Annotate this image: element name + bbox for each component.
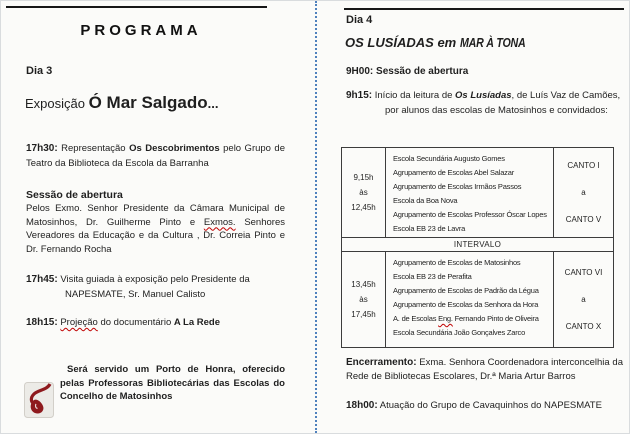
event-9h15-text-2: , de Luís Vaz de Camões, (511, 90, 621, 101)
lusiadas-title-part-2: MAR À TONA (459, 35, 526, 50)
opening-session-text-1: Pelos Exmo. Senhor Presidente da Câmara Municipal de Matosinhos, Dr. Guilherme Pinto e (26, 203, 285, 228)
closing-label: Encerramento: (346, 357, 417, 368)
canto-range-end: CANTO X (565, 322, 602, 331)
closing-text: Exma. Senhora Coordenadora interconcelhia da Rede de Bibliotecas Escolares, Dr.ª Maria Artur Barros (346, 357, 623, 382)
canto-range-start: CANTO VI (564, 268, 603, 277)
event-18h00-text: Atuação do Grupo de Cavaquinhos do NAPESMATE (377, 400, 602, 411)
school-item: Agrupamento de Escolas de Matosinhos (393, 258, 521, 267)
event-18h15 (26, 315, 220, 330)
event-17h30 (26, 141, 285, 171)
school-item: Escola Secundária João Gonçalves Zarco (393, 328, 526, 337)
school-item: Agrupamento de Escolas Irmãos Passos (393, 182, 522, 191)
session-2-canto-cell (554, 252, 613, 347)
session-2-time-cell (342, 252, 386, 347)
canto-range-start: CANTO I (567, 161, 600, 170)
lusiadas-title-part-1: OS LUSÍADAS em (345, 35, 460, 50)
day-3-label: Dia 3 (26, 65, 53, 77)
event-9h15-work-title: Os Lusíadas (455, 90, 512, 101)
opening-session-misspelled-word: Exmos. (203, 216, 236, 228)
session-2-time-to: às (359, 295, 368, 304)
event-9h15 (346, 88, 624, 118)
left-page-top-rule (6, 6, 267, 8)
event-18h00 (346, 398, 602, 413)
exposition-title (25, 93, 218, 113)
event-9h15-time: 9h15: (346, 90, 373, 101)
session-1-time-end: 12,45h (351, 203, 376, 212)
event-18h00-time: 18h00: (346, 400, 378, 411)
event-9h00 (346, 66, 468, 77)
event-17h45-line-2: NAPESMATE, Sr. Manuel Calisto (65, 289, 206, 300)
school-eng-misspelled: Eng. (438, 314, 453, 323)
exposition-name: Ó Mar Salgado (88, 93, 208, 112)
session-1-canto-cell (554, 148, 613, 238)
opening-session-heading: Sessão de abertura (26, 189, 123, 201)
school-item: Agrupamento de Escolas da Senhora da Hora (393, 300, 539, 309)
school-item: Escola da Boa Nova (393, 196, 458, 205)
event-18h15-time: 18h15: (26, 317, 58, 328)
school-eng-prefix: A. de Escolas (393, 314, 439, 323)
school-item: Escola EB 23 de Lavra (393, 224, 466, 233)
event-17h30-play-title: Os Descobrimentos (129, 143, 220, 154)
event-17h45-time: 17h45: (26, 274, 58, 285)
school-item: Escola EB 23 de Perafita (393, 272, 472, 281)
school-item: Agrupamento de Escolas Abel Salazar (393, 168, 514, 177)
porto-de-honra-note: Será servido um Porto de Honra, oferecido pelas Professoras Bibliotecárias das Escolas do Concelho de Matosinhos (60, 364, 285, 402)
session-2-time-start: 13,45h (351, 280, 376, 289)
event-17h45-line-1 (26, 272, 288, 287)
event-18h15-misspelled-word: Projeção (60, 317, 98, 328)
right-page-top-rule (344, 8, 624, 10)
exposition-ellipsis: ... (207, 96, 219, 111)
canto-range-to: a (581, 188, 586, 197)
opening-session-text-2: Senhores Vereadores da Educação e da Cultura , Dr. Correia Pinto e Dr. Fernando Rocha (26, 216, 285, 255)
reading-schedule-table (341, 147, 614, 348)
school-item: Agrupamento de Escolas de Padrão da Légua (393, 286, 539, 295)
session-2-schools-cell (386, 252, 554, 347)
wine-pour-icon (24, 382, 54, 418)
event-17h30-time: 17h30: (26, 143, 58, 154)
lusiadas-title (345, 35, 540, 50)
session-1-time-cell (342, 148, 386, 238)
event-18h15-text: do documentário (97, 317, 174, 328)
day-4-label: Dia 4 (346, 14, 373, 26)
fold-divider-dotted-line (315, 1, 317, 433)
interval-row: INTERVALO (342, 238, 613, 252)
event-9h15-text-1: Início da leitura de (372, 90, 456, 101)
page-title: PROGRAMA (80, 22, 202, 39)
event-17h30-text-1: Representação (57, 143, 130, 154)
event-9h00-text: Sessão de abertura (373, 66, 469, 77)
session-1-schools-cell (386, 148, 554, 238)
school-item: Escola Secundária Augusto Gomes (393, 154, 505, 163)
closing-note (346, 356, 623, 383)
opening-session-paragraph (26, 202, 285, 256)
event-17h45 (26, 272, 288, 302)
event-9h15-line-1 (346, 88, 624, 103)
session-1-time-to: às (359, 188, 368, 197)
canto-range-end: CANTO V (565, 215, 602, 224)
session-1-time-start: 9,15h (353, 173, 374, 182)
canto-range-to: a (581, 295, 586, 304)
event-9h15-line-2: por alunos das escolas de Matosinhos e convidados: (385, 105, 608, 116)
event-17h30-text-2: pelo Grupo de Teatro da Biblioteca da Escola da Barranha (26, 143, 285, 169)
school-item: Agrupamento de Escolas Professor Óscar Lopes (393, 210, 547, 219)
exposition-prefix: Exposição (25, 96, 89, 111)
event-9h00-time: 9H00: (346, 66, 374, 77)
school-eng-rest: Fernando Pinto de Oliveira (452, 314, 539, 323)
school-item-with-misspelling (393, 312, 551, 326)
event-17h45-text: Visita guiada à exposição pelo Presidente da (57, 274, 250, 285)
session-2-time-end: 17,45h (351, 310, 376, 319)
event-18h15-film-title: A La Rede (173, 317, 220, 328)
